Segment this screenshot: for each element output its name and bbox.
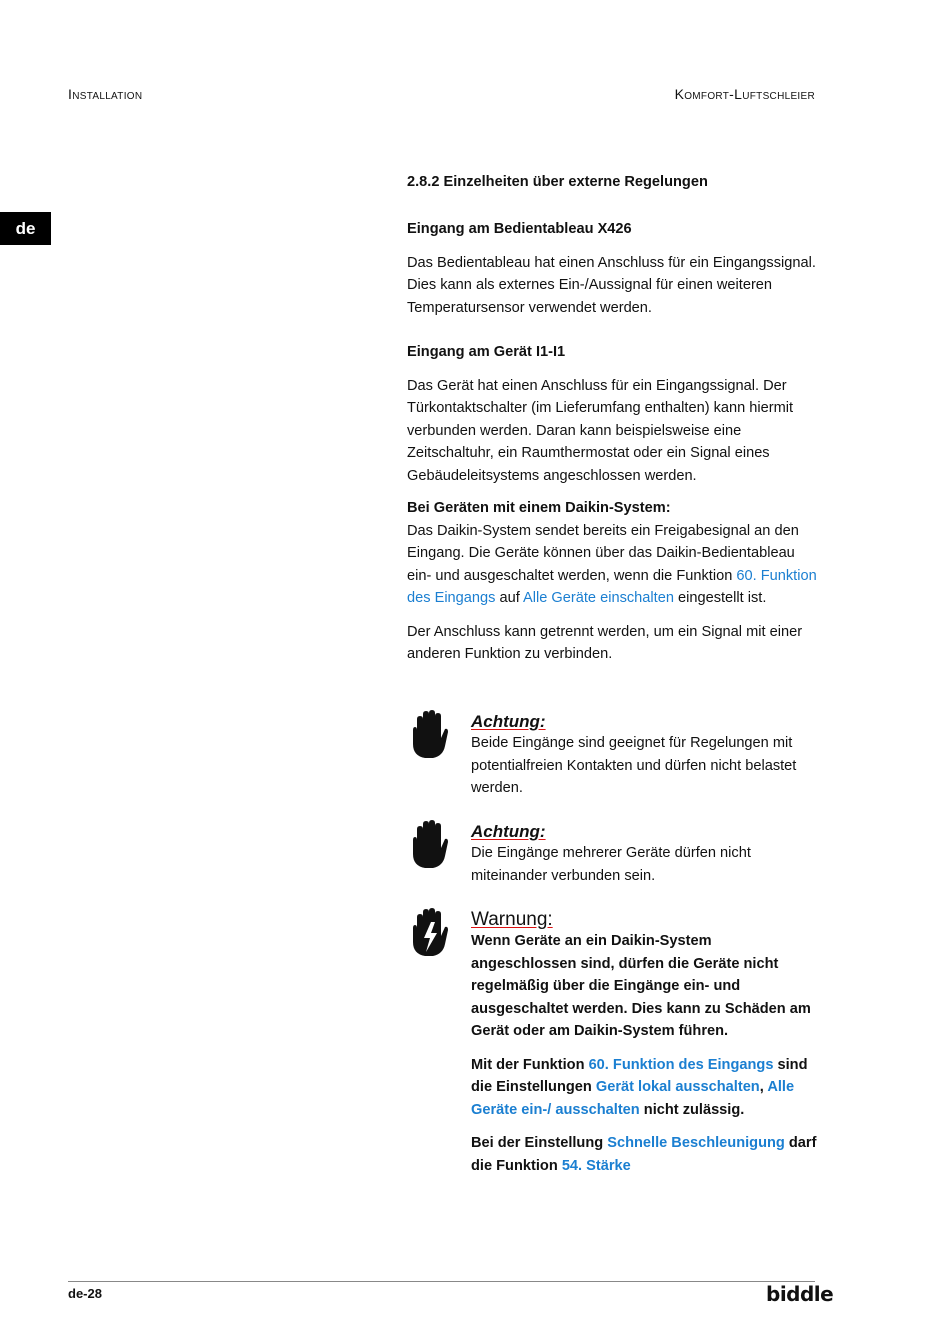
block-text: Das Gerät hat einen Anschluss für ein Eingangssignal. Der Türkontaktschalter (im Lieferumfang enthalten) kann hiermit verbunden werden. Daran kann beispielsweise eine Zeitschaltuhr, ein Raumthermostat oder ein Signal eines Gebäudeleitsystems angeschlossen werden. bbox=[407, 377, 794, 484]
link-geraet-lokal-ausschalten[interactable]: Gerät lokal ausschalten bbox=[595, 1079, 760, 1095]
block-heading: Eingang am Gerät I1-I1 bbox=[407, 344, 566, 360]
caution-title: Achtung: bbox=[471, 712, 546, 731]
brand-logo: biddle bbox=[766, 1282, 834, 1306]
block-text: Der Anschluss kann getrennt werden, um ein Signal mit einer anderen Funktion zu verbinden. bbox=[407, 623, 803, 662]
link-funktion-eingang[interactable]: 60. Funktion des Eingangs bbox=[588, 1056, 774, 1073]
block-geraet bbox=[407, 341, 817, 487]
link-staerke[interactable]: 54. Stärke bbox=[561, 1157, 631, 1174]
page-number: de-28 bbox=[68, 1286, 102, 1301]
warning-title: Warnung: bbox=[471, 909, 553, 930]
link-alle-geraete-einschalten[interactable]: Alle Geräte einschalten bbox=[523, 590, 674, 606]
warning-text-acceleration: Bei der Einstellung Schnelle Beschleunigung darf die Funktion 54. Stärke bbox=[471, 1135, 817, 1174]
footer-divider bbox=[68, 1281, 815, 1282]
header-section-title: Installation bbox=[68, 86, 143, 102]
caution-hand-icon bbox=[407, 820, 449, 870]
warning-text: Wenn Geräte an ein Daikin-System angeschlossen sind, dürfen die Geräte nicht regelmäßig über die Eingänge ein- und ausgeschaltet werden. Dies kann zu Schäden am Gerät oder am Daikin-System führen. bbox=[471, 933, 811, 1039]
block-bedientableau bbox=[407, 218, 817, 319]
block-heading: Bei Geräten mit einem Daikin-System: bbox=[407, 500, 671, 516]
caution-title: Achtung: bbox=[471, 822, 546, 841]
section-heading: 2.8.2 Einzelheiten über externe Regelungen bbox=[407, 174, 708, 190]
link-funktion-eingang[interactable]: 60. Funktion des Eingangs bbox=[407, 567, 817, 606]
caution-hand-icon bbox=[407, 710, 449, 760]
language-tab: de bbox=[0, 212, 51, 245]
link-schnelle-beschleunigung[interactable]: Schnelle Beschleunigung bbox=[607, 1135, 785, 1151]
block-text: Das Bedientableau hat einen Anschluss für ein Eingangssignal. Dies kann als externes Ein-/Aussignal für einen weiteren Temperatursensor verwendet werden. bbox=[407, 254, 816, 316]
header-document-title: Komfort-Luftschleier bbox=[674, 86, 815, 102]
caution-text: Die Eingänge mehrerer Geräte dürfen nicht miteinander verbunden sein. bbox=[471, 845, 751, 884]
caution-text: Beide Eingänge sind geeignet für Regelungen mit potentialfreien Kontakten und dürfen nicht belastet werden. bbox=[471, 735, 797, 796]
link-alle-geraete-ein-ausschalten[interactable]: Alle Geräte ein-/ ausschalten bbox=[471, 1079, 795, 1118]
warning-text-settings: Mit der Funktion 60. Funktion des Eingangs sind die Einstellungen Gerät lokal ausschalten, Alle Geräte ein-/ ausschalten nicht zulässig. bbox=[471, 1056, 808, 1118]
block-text: Das Daikin-System sendet bereits ein Freigabesignal an den Eingang. Die Geräte können über das Daikin-Bedientableau ein- und ausgeschaltet werden, wenn die Funktion 60. Funktion des Eingangs auf Alle Geräte einschalten eingestellt ist. bbox=[407, 522, 817, 606]
block-daikin bbox=[407, 497, 817, 666]
block-heading: Eingang am Bedientableau X426 bbox=[407, 221, 632, 237]
electric-hand-icon bbox=[407, 908, 449, 958]
